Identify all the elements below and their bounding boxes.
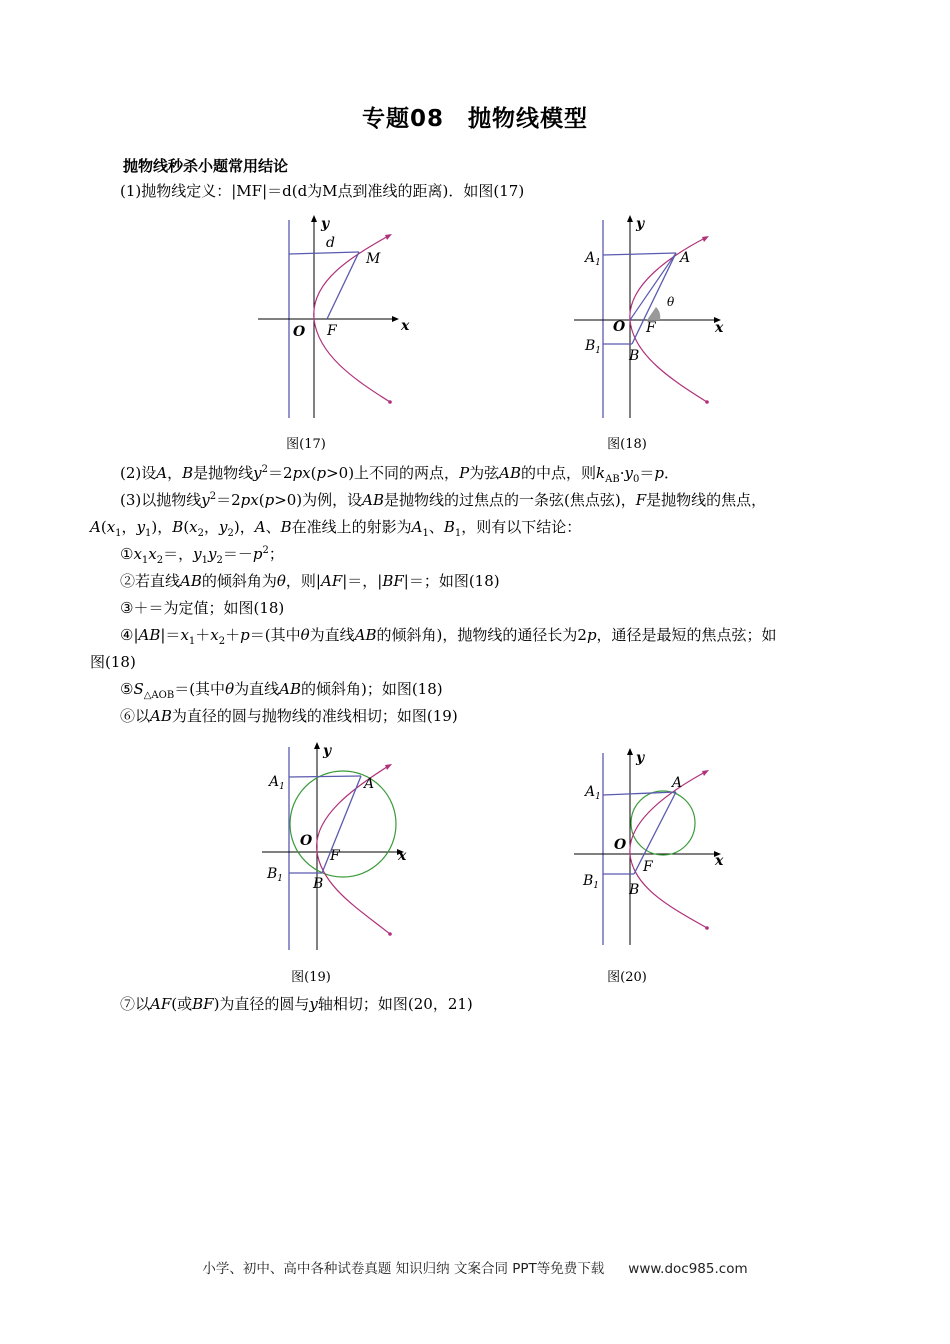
fig19-label-b: B [313, 876, 324, 892]
figure-19 [260, 742, 430, 952]
fig17-label-f: F [327, 323, 337, 339]
fig18-label-o: O [613, 319, 626, 335]
fig20-label-x: x [715, 853, 724, 869]
figure-18 [572, 215, 732, 420]
fig17-label-y: y [321, 216, 330, 232]
fig20-label-a: A [672, 775, 683, 791]
fig19-label-y: y [323, 743, 332, 759]
fig19-label-o: O [300, 833, 313, 849]
fig18-label-a: A [680, 250, 691, 266]
text-line-3b: $A(x_1$，$y_1$)，$B(x_2$，$y_2$)，A、B在准线上的射影为$A_1$、$B_1$，则有以下结论： [90, 518, 582, 539]
conclusion-4a: $④|AB|=x_1+x_2+p=$(其中θ为直线AB的倾斜角)，抛物线的通径长为2p，通径是最短的焦点弦；如 [120, 626, 777, 647]
fig20-label-a1: $A_1$ [585, 784, 601, 802]
figure-17-caption: 图(17) [286, 437, 326, 452]
fig19-label-a1: $A_1$ [269, 774, 285, 792]
section-heading: 抛物线秒杀小题常用结论 [123, 157, 289, 175]
conclusion-6: ⑥以AB为直径的圆与抛物线的准线相切；如图(19) [120, 707, 458, 725]
fig19-label-b1: $B_1$ [267, 866, 284, 884]
text-line-1: (1)抛物线定义：|MF|＝d(d为M点到准线的距离)．如图(17) [120, 182, 525, 200]
fig18-label-theta: θ [667, 295, 675, 309]
fig19-label-x: x [398, 848, 407, 864]
fig18-label-b: B [629, 348, 640, 364]
footer-text: 小学、初中、高中各种试卷真题 知识归纳 文案合同 PPT等免费下载 [202, 1261, 605, 1277]
conclusion-7: ⑦以AF(或BF)为直径的圆与y轴相切；如图(20，21) [120, 995, 473, 1013]
figure-17 [255, 215, 425, 420]
fig19-label-a: A [364, 776, 375, 792]
fig20-label-o: O [614, 837, 627, 853]
conclusion-3: ③＋＝为定值；如图(18) [120, 599, 285, 617]
conclusion-1: $①x_1x_2=$，$y_1y_2=-p^2$； [120, 545, 284, 566]
fig20-label-f: F [643, 859, 653, 875]
fig20-label-y: y [636, 750, 645, 766]
fig17-label-d: d [326, 235, 335, 251]
conclusion-5: $⑤S_{\triangle AOB}=$(其中θ为直线AB的倾斜角)；如图(18) [120, 680, 443, 701]
page-title: 专题08 抛物线模型 [361, 106, 588, 132]
fig20-label-b: B [629, 882, 640, 898]
fig20-label-b1: $B_1$ [583, 873, 600, 891]
fig17-label-m: M [366, 251, 381, 267]
figure-19-caption: 图(19) [291, 970, 331, 985]
fig17-label-o: O [293, 324, 306, 340]
fig18-label-f: F [646, 320, 656, 336]
conclusion-2: ②若直线AB的倾斜角为θ，则|AF|＝，|BF|＝；如图(18) [120, 572, 500, 590]
fig18-label-a1: $A_1$ [585, 250, 601, 268]
footer [0, 1257, 950, 1277]
text-line-2: (2)设A，B是抛物线$y^2=2px(p>0)$上不同的两点，P为弦AB的中点，则$k_{AB}\cdot y_0=p$． [120, 464, 679, 485]
fig18-label-y: y [636, 216, 645, 232]
fig18-label-b1: $B_1$ [585, 338, 602, 356]
figure-20 [572, 748, 732, 948]
figure-18-caption: 图(18) [607, 437, 647, 452]
text-line-3a: (3)以抛物线$y^2=2px(p>0)$为例，设AB是抛物线的过焦点的一条弦(焦点弦)，F是抛物线的焦点， [120, 491, 767, 509]
fig18-label-x: x [715, 320, 724, 336]
fig17-label-x: x [401, 318, 410, 334]
fig19-label-f: F [330, 848, 340, 864]
figure-20-caption: 图(20) [607, 970, 647, 985]
footer-site-link[interactable]: www.doc985.com [628, 1261, 748, 1277]
conclusion-4b: 图(18) [90, 653, 136, 671]
